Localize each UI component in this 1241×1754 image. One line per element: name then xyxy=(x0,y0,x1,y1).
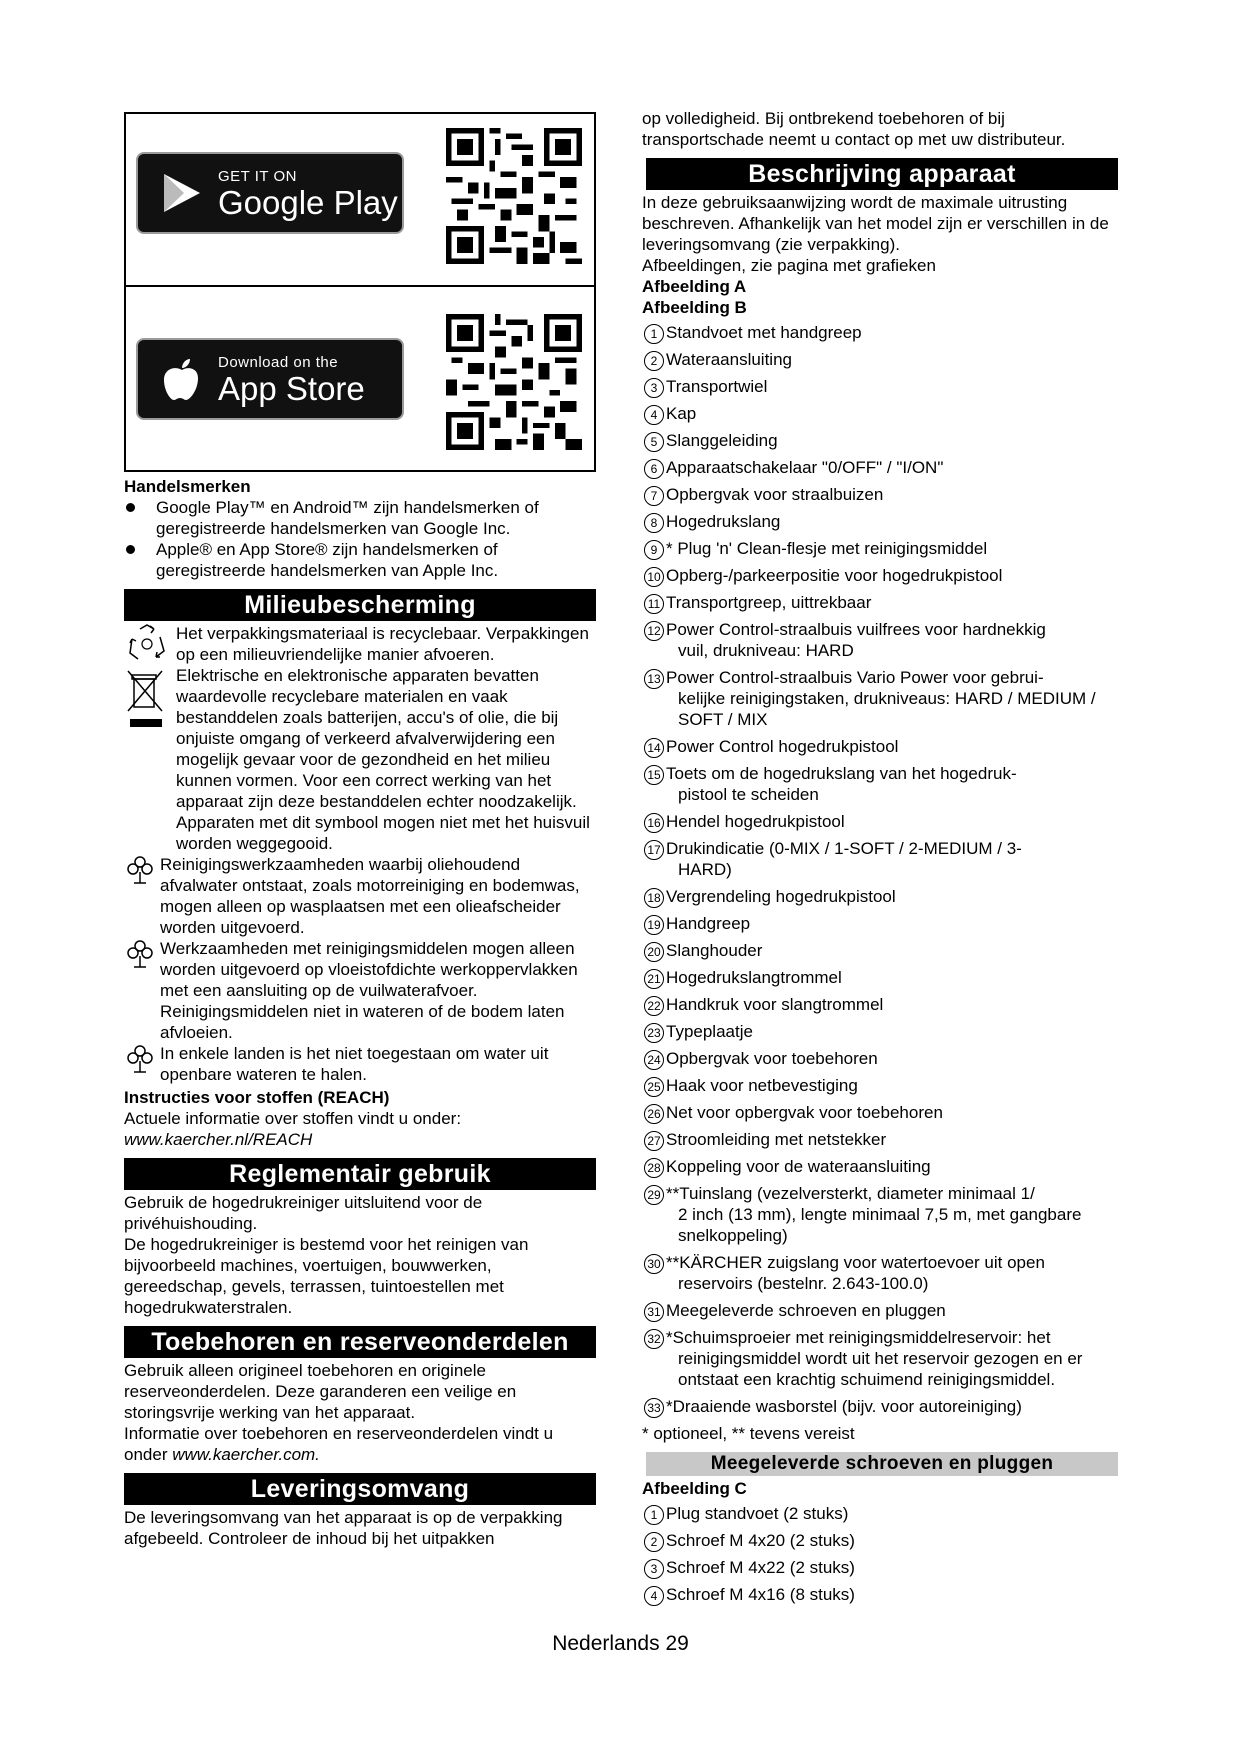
list-item xyxy=(642,1129,1118,1150)
item-text: **KÄRCHER zuigslang voor watertoevoer uit open xyxy=(666,1253,1045,1272)
environment-tree-icon xyxy=(124,1043,156,1075)
list-item xyxy=(642,838,1118,880)
item-text: Hendel hogedrukpistool xyxy=(666,812,845,831)
list-item xyxy=(642,592,1118,613)
list-item xyxy=(642,565,1118,586)
item-text: Toets om de hogedrukslang van het hogedruk- xyxy=(666,764,1017,783)
item-number-badge: 2 xyxy=(644,1532,664,1552)
recycling-block xyxy=(124,623,596,665)
item-text: Meegeleverde schroeven en pluggen xyxy=(666,1301,946,1320)
item-text: Power Control hogedrukpistool xyxy=(666,737,899,756)
item-text: Slanghouder xyxy=(666,941,763,960)
list-item xyxy=(642,763,1118,805)
item-number-badge: 13 xyxy=(644,669,664,689)
item-number-badge: 11 xyxy=(644,594,664,614)
list-item xyxy=(642,484,1118,505)
item-number-badge: 3 xyxy=(644,378,664,398)
item-text: Koppeling voor de wateraansluiting xyxy=(666,1157,931,1176)
weee-block xyxy=(124,665,596,854)
list-item xyxy=(642,994,1118,1015)
item-number-badge: 5 xyxy=(644,432,664,452)
screws-list xyxy=(642,1503,1118,1605)
reach-text: Actuele informatie over stoffen vindt u onder: xyxy=(124,1109,462,1128)
environment-tree-icon xyxy=(124,854,156,886)
intended-use-p2: De hogedrukreiniger is bestemd voor het reinigen van bijvoorbeeld machines, voertuigen, bouwwerken, gereedschap, gevels, terrassen, tuintoestellen met hogedrukwaterstralen. xyxy=(124,1235,529,1317)
description-intro: In deze gebruiksaanwijzing wordt de maximale uitrusting beschreven. Afhankelijk van het model zijn er verschillen in de leveringsomvang (zie verpakking). xyxy=(642,193,1109,254)
detergent-text: Werkzaamheden met reinigingsmiddelen mogen alleen worden uitgevoerd op vloeistofdichte werkoppervlakken met een aansluiting op de vuilwaterafvoer. Reinigingsmiddelen niet in wateren of de bodem laten afvloeien. xyxy=(160,939,578,1042)
item-text: Opbergvak voor straalbuizen xyxy=(666,485,884,504)
list-item xyxy=(642,1584,1118,1605)
item-text: Opbergvak voor toebehoren xyxy=(666,1049,878,1068)
item-text: Standvoet met handgreep xyxy=(666,323,862,342)
list-item xyxy=(642,736,1118,757)
item-text-continued: reservoirs (bestelnr. 2.643-100.0) xyxy=(678,1274,929,1293)
item-number-badge: 10 xyxy=(644,567,664,587)
item-number-badge: 30 xyxy=(644,1254,664,1274)
item-number-badge: 31 xyxy=(644,1302,664,1322)
list-item xyxy=(642,1102,1118,1123)
app-store-badge[interactable] xyxy=(136,338,404,420)
water-block xyxy=(124,1043,596,1085)
item-number-badge: 7 xyxy=(644,486,664,506)
item-text: Schroef M 4x20 (2 stuks) xyxy=(666,1531,855,1550)
list-item xyxy=(642,1300,1118,1321)
list-item xyxy=(642,1503,1118,1524)
item-number-badge: 24 xyxy=(644,1050,664,1070)
list-item xyxy=(642,1327,1118,1390)
item-text: Handgreep xyxy=(666,914,751,933)
item-number-badge: 22 xyxy=(644,996,664,1016)
item-number-badge: 21 xyxy=(644,969,664,989)
item-number-badge: 32 xyxy=(644,1329,664,1349)
recycling-text: Het verpakkingsmateriaal is recyclebaar. Verpakkingen op een milieuvriendelijke manier afvoeren. xyxy=(176,624,589,664)
reach-paragraph xyxy=(124,1108,596,1150)
google-badge-small-text: GET IT ON xyxy=(218,168,297,185)
item-text: Vergrendeling hogedrukpistool xyxy=(666,887,896,906)
list-item xyxy=(642,1048,1118,1069)
item-text-continued: kelijke reinigingstaken, drukniveaus: HARD / MEDIUM / SOFT / MIX xyxy=(678,689,1096,729)
figure-c-label: Afbeelding C xyxy=(642,1479,747,1498)
item-number-badge: 4 xyxy=(644,405,664,425)
list-item xyxy=(642,322,1118,343)
item-text: Schroef M 4x16 (8 stuks) xyxy=(666,1585,855,1604)
item-text-continued: vuil, drukniveau: HARD xyxy=(678,641,854,660)
item-number-badge: 17 xyxy=(644,840,664,860)
description-heading: Beschrijving apparaat xyxy=(646,158,1118,190)
list-item xyxy=(642,886,1118,907)
list-item xyxy=(642,967,1118,988)
list-item xyxy=(642,403,1118,424)
item-text: Net voor opbergvak voor toebehoren xyxy=(666,1103,943,1122)
detergent-block xyxy=(124,938,596,1043)
delivery-heading: Leveringsomvang xyxy=(124,1473,596,1505)
accessories-heading: Toebehoren en reserveonderdelen xyxy=(124,1326,596,1358)
list-item xyxy=(642,667,1118,730)
list-item xyxy=(642,1396,1118,1417)
description-list xyxy=(642,322,1118,1417)
intended-use-p1: Gebruik de hogedrukreiniger uitsluitend voor de privéhuishouding. xyxy=(124,1193,483,1233)
trademarks-title: Handelsmerken xyxy=(124,477,251,496)
google-play-icon xyxy=(162,172,202,214)
item-number-badge: 33 xyxy=(644,1398,664,1418)
item-number-badge: 18 xyxy=(644,888,664,908)
item-text: *Draaiende wasborstel (bijv. voor autoreiniging) xyxy=(666,1397,1022,1416)
list-item xyxy=(642,349,1118,370)
left-column xyxy=(124,112,596,1549)
apps-divider xyxy=(126,285,594,287)
item-number-badge: 12 xyxy=(644,621,664,641)
list-item xyxy=(642,1075,1118,1096)
item-text: Wateraansluiting xyxy=(666,350,792,369)
list-item xyxy=(642,1183,1118,1246)
list-item xyxy=(642,619,1118,661)
item-text-continued: pistool te scheiden xyxy=(678,785,819,804)
page-footer xyxy=(0,1632,1241,1656)
item-number-badge: 4 xyxy=(644,1586,664,1606)
item-text: Transportwiel xyxy=(666,377,768,396)
trademark-apple: Apple® en App Store® zijn handelsmerken of geregistreerde handelsmerken van Apple Inc. xyxy=(124,539,596,581)
item-number-badge: 23 xyxy=(644,1023,664,1043)
apple-badge-big-text: App Store xyxy=(218,370,365,407)
footer-page-number: 29 xyxy=(665,1632,689,1655)
accessories-p1: Gebruik alleen origineel toebehoren en originele reserveonderdelen. Deze garanderen een veilige en storingsvrije werking van het apparaat. xyxy=(124,1361,517,1422)
list-item xyxy=(642,430,1118,451)
delivery-p1-continued: op volledigheid. Bij ontbrekend toebehoren of bij transportschade neemt u contact op met uw distributeur. xyxy=(642,109,1066,149)
item-text: Typeplaatje xyxy=(666,1022,753,1041)
item-number-badge: 27 xyxy=(644,1131,664,1151)
item-number-badge: 26 xyxy=(644,1104,664,1124)
item-text: Handkruk voor slangtrommel xyxy=(666,995,884,1014)
description-footnote: * optioneel, ** tevens vereist xyxy=(642,1424,855,1443)
water-text: In enkele landen is het niet toegestaan om water uit openbare wateren te halen. xyxy=(160,1044,549,1084)
list-item xyxy=(642,538,1118,559)
crossed-bin-icon xyxy=(124,665,170,731)
list-item xyxy=(642,940,1118,961)
google-badge-big-text: Google Play xyxy=(218,184,398,221)
environment-tree-icon xyxy=(124,938,156,970)
reach-link[interactable]: www.kaercher.nl/REACH xyxy=(124,1130,313,1149)
item-number-badge: 28 xyxy=(644,1158,664,1178)
list-item xyxy=(642,811,1118,832)
item-text: * Plug 'n' Clean-flesje met reinigingsmiddel xyxy=(666,539,988,558)
item-text: Hogedrukslang xyxy=(666,512,781,531)
item-number-badge: 8 xyxy=(644,513,664,533)
item-number-badge: 19 xyxy=(644,915,664,935)
item-number-badge: 1 xyxy=(644,1505,664,1525)
screws-heading: Meegeleverde schroeven en pluggen xyxy=(646,1452,1118,1476)
list-item xyxy=(642,457,1118,478)
item-number-badge: 29 xyxy=(644,1185,664,1205)
environment-heading: Milieubescherming xyxy=(124,589,596,621)
list-item xyxy=(642,1021,1118,1042)
item-text: Power Control-straalbuis vuilfrees voor hardnekkig xyxy=(666,620,1046,639)
item-text-continued: HARD) xyxy=(678,860,732,879)
list-item xyxy=(642,1156,1118,1177)
trademark-google: Google Play™ en Android™ zijn handelsmerken of geregistreerde handelsmerken van Google Inc. xyxy=(124,497,596,539)
item-number-badge: 2 xyxy=(644,351,664,371)
recycling-icon xyxy=(124,623,170,665)
item-text-continued: 2 inch (13 mm), lengte minimaal 7,5 m, met gangbare snelkoppeling) xyxy=(678,1205,1082,1245)
accessories-p2-wrap xyxy=(124,1423,596,1465)
item-number-badge: 25 xyxy=(644,1077,664,1097)
oil-text: Reinigingswerkzaamheden waarbij oliehoudend afvalwater ontstaat, zoals motorreiniging en bodemwas, mogen alleen op wasplaatsen met een olieafscheider worden uitgevoerd. xyxy=(160,855,580,937)
app-store-panel xyxy=(124,112,596,472)
list-item xyxy=(642,376,1118,397)
reach-title: Instructies voor stoffen (REACH) xyxy=(124,1088,390,1107)
item-number-badge: 6 xyxy=(644,459,664,479)
list-item xyxy=(642,1530,1118,1551)
oil-block xyxy=(124,854,596,938)
delivery-p1: De leveringsomvang van het apparaat is op de verpakking afgebeeld. Controleer de inhoud bij het uitpakken xyxy=(124,1508,563,1548)
item-number-badge: 20 xyxy=(644,942,664,962)
item-number-badge: 15 xyxy=(644,765,664,785)
item-number-badge: 9 xyxy=(644,540,664,560)
figure-a-label: Afbeelding A xyxy=(642,277,747,296)
item-text: Kap xyxy=(666,404,697,423)
item-text: Transportgreep, uittrekbaar xyxy=(666,593,872,612)
item-text: Plug standvoet (2 stuks) xyxy=(666,1504,849,1523)
accessories-link[interactable]: www.kaercher.com. xyxy=(172,1445,320,1464)
qr-code-google xyxy=(446,128,582,264)
item-text: Opberg-/parkeerpositie voor hogedrukpistool xyxy=(666,566,1003,585)
apple-badge-small-text: Download on the xyxy=(218,354,339,371)
list-item xyxy=(642,913,1118,934)
google-play-badge[interactable] xyxy=(136,152,404,234)
item-text: Apparaatschakelaar "0/OFF" / "I/ON" xyxy=(666,458,944,477)
item-text: Slanggeleiding xyxy=(666,431,778,450)
item-text: *Schuimsproeier met reinigingsmiddelreservoir: het xyxy=(666,1328,1051,1347)
description-figures: Afbeeldingen, zie pagina met grafieken xyxy=(642,256,936,275)
list-item xyxy=(642,1557,1118,1578)
item-text: **Tuinslang (vezelversterkt, diameter minimaal 1/ xyxy=(666,1184,1035,1203)
footer-language: Nederlands xyxy=(552,1632,660,1655)
figure-b-label: Afbeelding B xyxy=(642,298,747,317)
apple-logo-icon xyxy=(162,358,202,402)
item-text-continued: reinigingsmiddel wordt uit het reservoir gezogen en er ontstaat een krachtig schuimend reinigingsmiddel. xyxy=(678,1349,1083,1389)
item-number-badge: 14 xyxy=(644,738,664,758)
item-text: Schroef M 4x22 (2 stuks) xyxy=(666,1558,855,1577)
item-number-badge: 3 xyxy=(644,1559,664,1579)
weee-text: Elektrische en elektronische apparaten bevatten waardevolle recyclebare materialen en vaak bestanddelen zoals batterijen, accu's of olie, die bij onjuiste omgang of verkeerd afvalverwijdering een mogelijk gevaar voor de gezondheid en het milieu kunnen vormen. Voor een correct werking van het apparaat zijn deze bestanddelen echter noodzakelijk. Apparaten met dit symbool mogen niet met het huisvuil worden weggegooid. xyxy=(176,666,590,853)
accessories-p2: Informatie over toebehoren en reserveonderdelen vindt u onder xyxy=(124,1424,554,1464)
item-text: Drukindicatie (0-MIX / 1-SOFT / 2-MEDIUM / 3- xyxy=(666,839,1022,858)
qr-code-apple xyxy=(446,314,582,450)
right-column xyxy=(642,108,1118,1611)
item-text: Haak voor netbevestiging xyxy=(666,1076,858,1095)
item-number-badge: 1 xyxy=(644,324,664,344)
intended-use-heading: Reglementair gebruik xyxy=(124,1158,596,1190)
item-text: Stroomleiding met netstekker xyxy=(666,1130,887,1149)
item-text: Hogedrukslangtrommel xyxy=(666,968,842,987)
item-text: Power Control-straalbuis Vario Power voor gebrui- xyxy=(666,668,1044,687)
list-item xyxy=(642,1252,1118,1294)
list-item xyxy=(642,511,1118,532)
item-number-badge: 16 xyxy=(644,813,664,833)
